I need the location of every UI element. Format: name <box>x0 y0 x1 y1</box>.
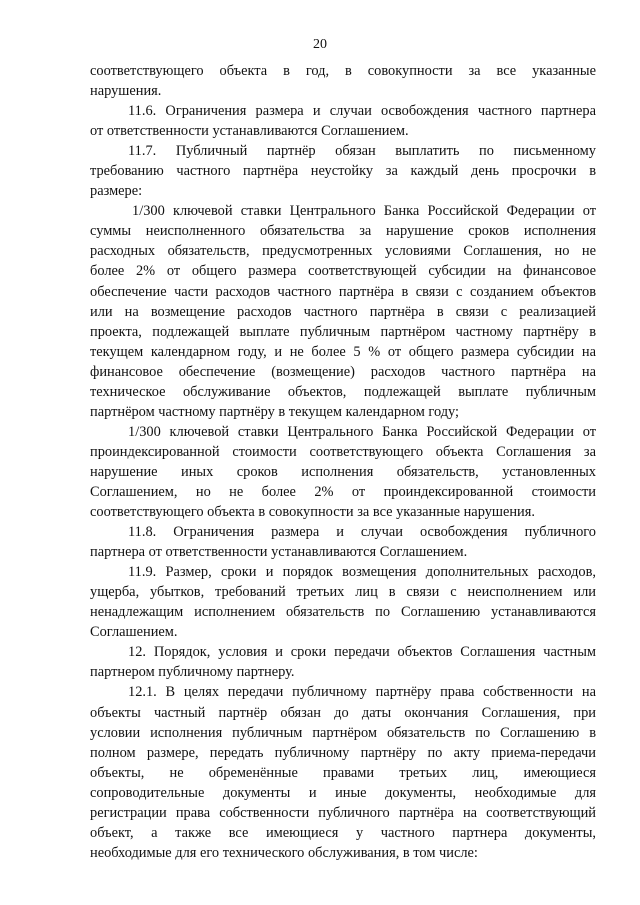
text-line: Соглашением, но не более 2% от проиндексированной стоимости <box>90 483 596 500</box>
text-line: текущем календарном году, и не более 5 % от общего размера субсидии на <box>90 343 596 360</box>
text-line: объект, а также все имеющиеся у частного партнера документы, <box>90 824 596 841</box>
text-line: полном размере, передать публичному партнёру по акту приема-передачи <box>90 744 596 761</box>
text-line: регистрации права собственности публичного партнёра на соответствующий <box>90 804 596 821</box>
text-line: необходимые для его технического обслуживания, в том числе: <box>90 844 478 861</box>
text-line: 12.1. В целях передачи публичному партнёру права собственности на <box>128 684 596 701</box>
text-line: финансовое обеспечение (возмещение) расходов частного партнёра на <box>90 363 596 380</box>
text-line: партнёром частному партнёру в текущем календарном году; <box>90 403 460 420</box>
page-number: 20 <box>313 37 327 52</box>
text-line: Соглашением. <box>90 624 178 641</box>
text-line: партнером публичному партнеру. <box>90 664 295 681</box>
text-line: условии исполнения публичным партнёром обязательств по Соглашению в <box>90 724 596 741</box>
text-line: расходных обязательств, предусмотренных условиями Соглашения, но не <box>90 243 596 260</box>
text-line: 11.8. Ограничения размера и случаи освобождения публичного <box>128 524 596 541</box>
text-line: ущерба, убытков, требований третьих лиц в связи с неисполнением или <box>90 584 596 601</box>
text-line: техническое обслуживание объектов, подлежащей выплате публичным <box>90 383 596 400</box>
text-line: 11.6. Ограничения размера и случаи освобождения частного партнера <box>128 103 596 120</box>
text-line: ненадлежащим исполнением обязательств по Соглашению устанавливаются <box>90 604 596 621</box>
text-line: 1/300 ключевой ставки Центрального Банка Российской Федерации от <box>128 423 596 440</box>
text-line: проиндексированной стоимости соответствующего объекта Соглашения за <box>90 443 596 460</box>
text-line: 11.9. Размер, сроки и порядок возмещения дополнительных расходов, <box>128 564 596 581</box>
text-line: партнера от ответственности устанавливаются Соглашением. <box>90 544 468 561</box>
text-line: 1/300 ключевой ставки Центрального Банка Российской Федерации от <box>132 203 596 220</box>
text-line: соответствующего объекта в совокупности за все указанные нарушения. <box>90 504 535 521</box>
text-line: объекты, не обременённые правами третьих лиц, имеющиеся <box>90 764 596 781</box>
text-line: размере: <box>90 183 143 200</box>
text-line: нарушения. <box>90 83 162 100</box>
text-line: обеспечение части расходов частного партнёра в связи с созданием объектов <box>90 283 596 300</box>
text-line: от ответственности устанавливаются Соглашением. <box>90 123 409 140</box>
text-line: или на возмещение расходов частного партнёра в связи с реализацией <box>90 303 596 320</box>
text-line: соответствующего объекта в год, в совокупности за все указанные <box>90 63 596 79</box>
text-line: объекты частный партнёр обязан до даты окончания Соглашения, при <box>90 704 596 721</box>
text-line: суммы неисполненного обязательства за нарушение сроков исполнения <box>90 223 596 240</box>
text-line: более 2% от общего размера соответствующей субсидии на финансовое <box>90 263 596 280</box>
text-line: требованию частного партнёра неустойку за каждый день просрочки в <box>90 163 596 180</box>
text-line: проекта, подлежащей выплате публичным партнёром частному партнёру в <box>90 323 596 340</box>
text-line: 12. Порядок, условия и сроки передачи объектов Соглашения частным <box>128 644 596 661</box>
text-line: сопроводительные документы и иные документы, необходимые для <box>90 784 596 801</box>
text-line: нарушение иных сроков исполнения обязательств, установленных <box>90 463 596 480</box>
text-line: 11.7. Публичный партнёр обязан выплатить по письменному <box>128 143 596 160</box>
document-body <box>90 61 596 863</box>
